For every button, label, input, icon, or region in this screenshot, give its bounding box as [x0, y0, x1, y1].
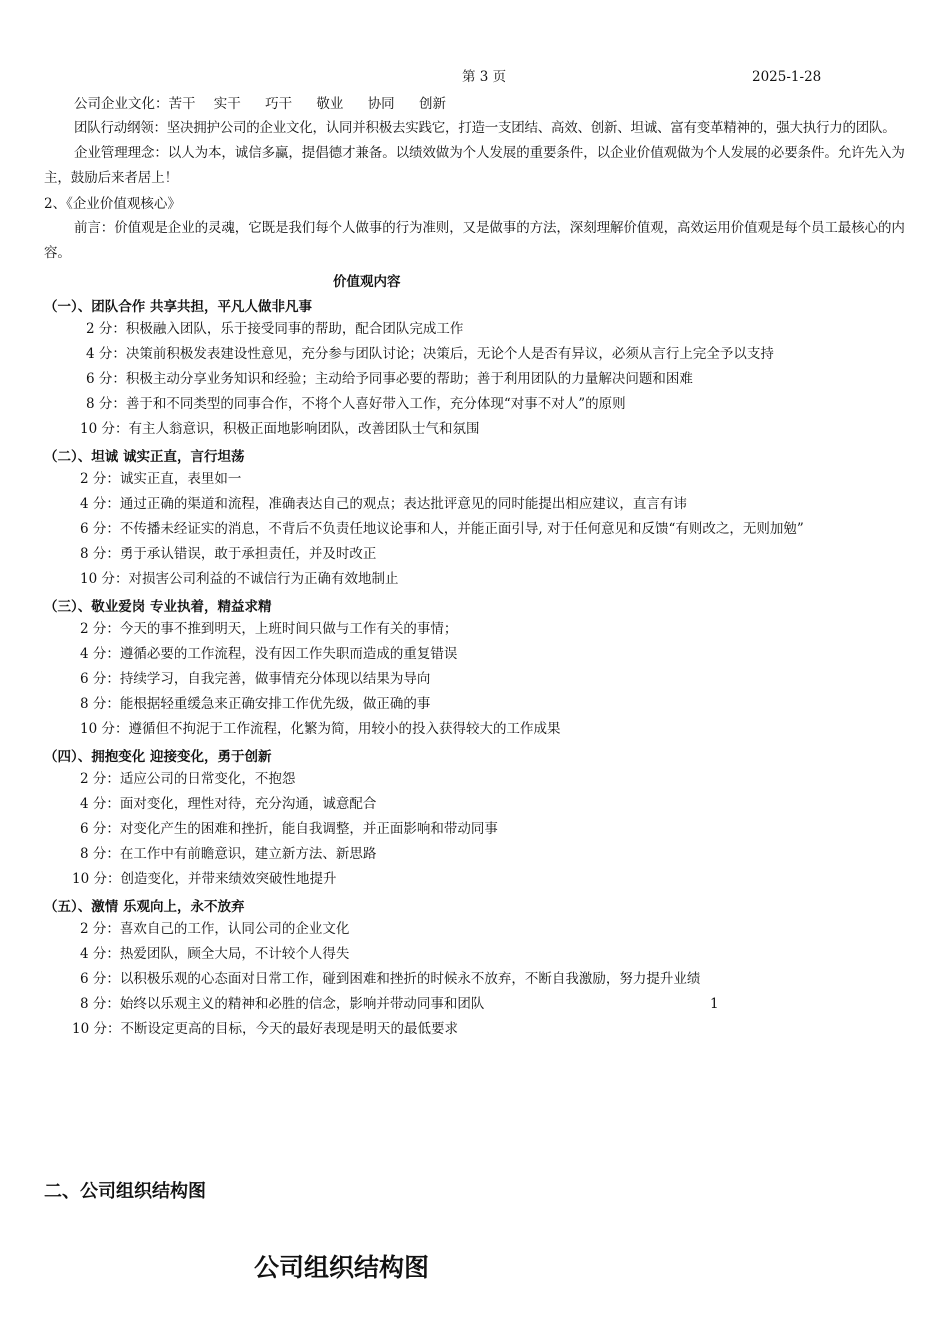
- culture-label: 公司企业文化：: [74, 96, 169, 112]
- header-date: 2025-1-28: [752, 69, 822, 85]
- preface: 前言：价值观是企业的灵魂，它既是我们每个人做事的行为准则，又是做事的方法，深刻理解价值观，高效运用价值观是每个员工最核心的内容。: [44, 220, 905, 261]
- score-item: 4 分：决策前积极发表建设性意见，充分参与团队讨论；决策后，无论个人是否有异议，必须从言行上完全予以支持: [86, 346, 774, 362]
- score-item: 6 分：持续学习，自我完善，做事情充分体现以结果为导向: [80, 671, 431, 687]
- section-title: （五）、激情 乐观向上，永不放弃: [44, 899, 245, 915]
- culture-item: 创新: [418, 96, 446, 112]
- culture-item: 实干: [213, 96, 241, 112]
- score-item: 2 分：喜欢自己的工作，认同公司的企业文化: [80, 921, 350, 937]
- score-item: 8 分：能根据轻重缓急来正确安排工作优先级，做正确的事: [80, 696, 431, 712]
- page-indicator: 第 3 页: [462, 69, 507, 85]
- score-item: 6 分：不传播未经证实的消息，不背后不负责任地议论事和人，并能正面引导, 对于任何意见和反馈“有则改之，无则加勉”: [80, 521, 804, 537]
- score-item: 4 分：面对变化，理性对待，充分沟通，诚意配合: [80, 796, 377, 812]
- page-number: 1: [710, 996, 719, 1012]
- score-item: 10 分：遵循但不拘泥于工作流程，化繁为简，用较小的投入获得较大的工作成果: [80, 721, 561, 737]
- section-two-title: 二、公司组织结构图: [44, 1181, 206, 1202]
- org-chart-title: 公司组织结构图: [254, 1253, 430, 1282]
- score-item: 10 分：有主人翁意识，积极正面地影响团队，改善团队士气和氛围: [80, 421, 480, 437]
- section-title: （二）、坦诚 诚实正直，言行坦荡: [44, 449, 245, 465]
- score-item: 6 分：对变化产生的困难和挫折，能自我调整，并正面影响和带动同事: [80, 821, 498, 837]
- score-item: 4 分：通过正确的渠道和流程，准确表达自己的观点；表达批评意见的同时能提出相应建议，直言有讳: [80, 496, 687, 512]
- culture-item: 协同: [367, 96, 395, 112]
- culture-item: 巧干: [265, 96, 293, 112]
- score-item: 10 分：对损害公司利益的不诚信行为正确有效地制止: [80, 571, 399, 587]
- team-guideline: 团队行动纲领：坚决拥护公司的企业文化，认同并积极去实践它，打造一支团结、高效、创新、坦诚、富有变革精神的，强大执行力的团队。: [74, 120, 896, 136]
- score-item: 8 分：始终以乐观主义的精神和必胜的信念，影响并带动同事和团队: [80, 996, 485, 1012]
- score-item: 4 分：热爱团队，顾全大局，不计较个人得失: [80, 946, 350, 962]
- management-philosophy: 企业管理理念：以人为本，诚信多赢，提倡德才兼备。以绩效做为个人发展的重要条件，以企业价值观做为个人发展的必要条件。允许先入为主，鼓励后来者居上！: [44, 145, 905, 186]
- culture-item: 敬业: [316, 96, 344, 112]
- section-title: （一）、团队合作 共享共担，平凡人做非凡事: [44, 299, 312, 315]
- culture-line: [74, 95, 446, 113]
- score-item: 8 分：勇于承认错误，敢于承担责任，并及时改正: [80, 546, 377, 562]
- score-item: 8 分：善于和不同类型的同事合作，不将个人喜好带入工作，充分体现“对事不对人”的原则: [86, 396, 626, 412]
- core-values-title: 2、《企业价值观核心》: [44, 196, 181, 212]
- values-content-title: 价值观内容: [333, 274, 401, 290]
- culture-item: 苦干: [168, 96, 196, 112]
- score-item: 2 分：积极融入团队，乐于接受同事的帮助，配合团队完成工作: [86, 321, 464, 337]
- section-title: （四）、拥抱变化 迎接变化，勇于创新: [44, 749, 272, 765]
- score-item: 2 分：适应公司的日常变化，不抱怨: [80, 771, 296, 787]
- score-item: 6 分：积极主动分享业务知识和经验；主动给予同事必要的帮助；善于利用团队的力量解决问题和困难: [86, 371, 693, 387]
- section-title: （三）、敬业爱岗 专业执着，精益求精: [44, 599, 272, 615]
- score-item: 10 分：不断设定更高的目标，今天的最好表现是明天的最低要求: [72, 1021, 458, 1037]
- score-item: 8 分：在工作中有前瞻意识，建立新方法、新思路: [80, 846, 377, 862]
- score-item: 2 分：今天的事不推到明天，上班时间只做与工作有关的事情；: [80, 621, 458, 637]
- score-item: 10 分：创造变化，并带来绩效突破性地提升: [72, 871, 337, 887]
- score-item: 6 分：以积极乐观的心态面对日常工作，碰到困难和挫折的时候永不放弃，不断自我激励，努力提升业绩: [80, 971, 701, 987]
- score-item: 2 分：诚实正直，表里如一: [80, 471, 242, 487]
- score-item: 4 分：遵循必要的工作流程，没有因工作失职而造成的重复错误: [80, 646, 458, 662]
